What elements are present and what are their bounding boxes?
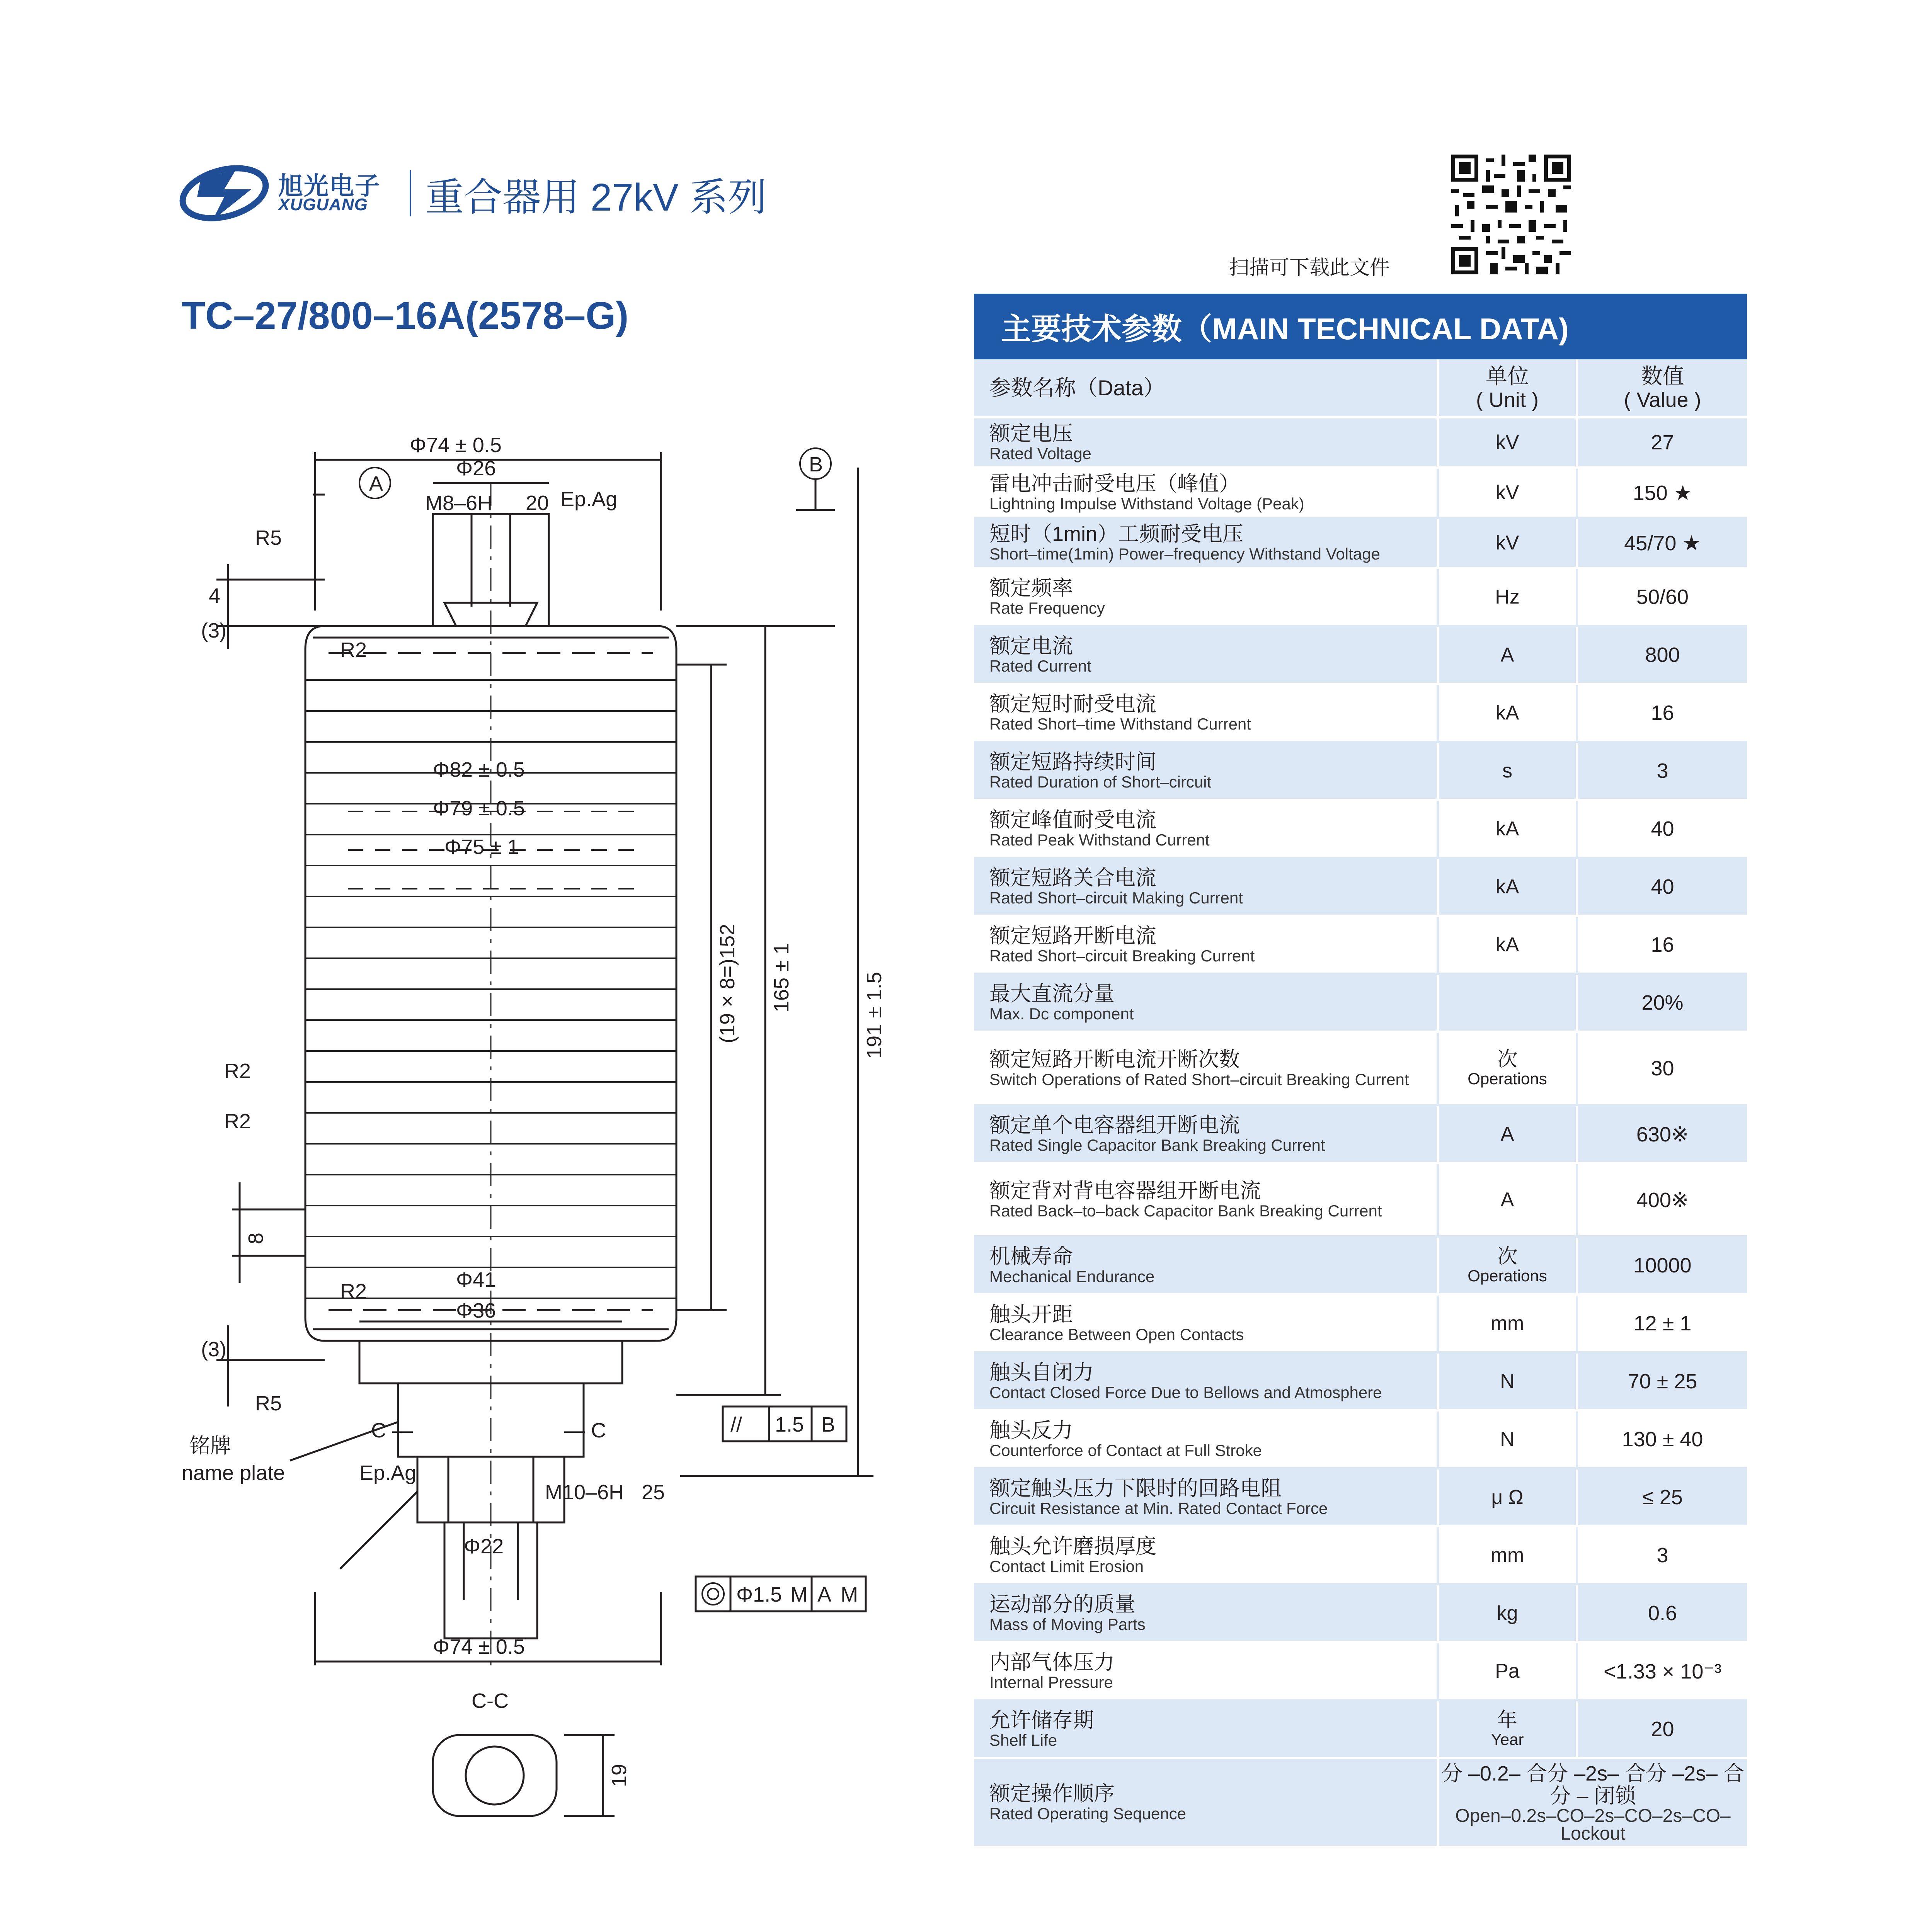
param-unit-en: Operations: [1468, 1267, 1547, 1285]
param-unit: 次: [1497, 1245, 1517, 1268]
param-value: 27: [1651, 431, 1674, 454]
qr-code: [1451, 155, 1571, 274]
param-cn: 额定电流: [989, 634, 1073, 658]
param-value: 150 ★: [1633, 481, 1692, 505]
param-value: 16: [1651, 933, 1674, 956]
param-unit: N: [1500, 1370, 1515, 1393]
radius-r2-mid2: R2: [224, 1110, 251, 1133]
main-table-row: [974, 684, 1747, 742]
dim-d82: Φ82 ± 0.5: [433, 758, 525, 781]
param-cn: 机械寿命: [989, 1245, 1073, 1268]
param-en: Rated Back–to–back Capacitor Bank Breaking Current: [989, 1202, 1382, 1220]
main-table-row: [974, 568, 1747, 626]
tolerance-value: 1.5: [775, 1413, 804, 1436]
param-en: Lightning Impulse Withstand Voltage (Peak): [989, 495, 1304, 513]
qr-caption: 扫描可下载此文件: [1229, 257, 1390, 279]
op-sequence-en: Rated Operating Sequence: [989, 1804, 1187, 1823]
dim-3-bot: (3): [201, 1338, 226, 1361]
position-ref-m: M: [841, 1583, 858, 1606]
main-table-row: [974, 1468, 1747, 1526]
param-unit: mm: [1490, 1544, 1524, 1566]
brand-logo: [178, 155, 271, 232]
param-unit: kA: [1495, 876, 1519, 898]
radius-r2-mid1: R2: [224, 1060, 251, 1083]
param-value: 630※: [1636, 1122, 1689, 1146]
param-value: 3: [1657, 1544, 1668, 1567]
radius-r2-top: R2: [340, 638, 367, 662]
param-value: 16: [1651, 701, 1674, 724]
param-cn: 额定频率: [989, 577, 1073, 600]
param-value: 20: [1651, 1718, 1674, 1741]
param-en: Contact Closed Force Due to Bellows and Atmosphere: [989, 1383, 1382, 1401]
param-en: Rated Short–circuit Making Current: [989, 889, 1243, 907]
param-cn: 额定短路持续时间: [989, 750, 1156, 774]
dim-d74-top: Φ74 ± 0.5: [410, 434, 502, 457]
main-table-row: [974, 1236, 1747, 1294]
param-value: 40: [1651, 875, 1674, 898]
interrupter-drawing-icon: [178, 417, 951, 1824]
radius-r2-bot: R2: [340, 1280, 367, 1303]
dim-4: 4: [209, 584, 221, 607]
header-divider: [410, 170, 411, 216]
param-en: Rate Frequency: [989, 599, 1105, 617]
param-en: Circuit Resistance at Min. Rated Contact Force: [989, 1499, 1328, 1517]
main-table-header: [974, 359, 1747, 417]
param-cn: 额定背对背电容器组开断电流: [989, 1179, 1261, 1202]
radius-r5-bot: R5: [255, 1392, 282, 1415]
param-unit: Hz: [1495, 586, 1520, 608]
depth-bot: 25: [642, 1481, 665, 1504]
dim-191: 191 ± 1.5: [863, 972, 886, 1059]
model-number: TC–27/800–16A(2578–G): [182, 294, 629, 337]
position-tolerance-m: M: [790, 1583, 808, 1606]
dim-3-top: (3): [201, 619, 226, 642]
param-cn: 短时（1min）工频耐受电压: [989, 522, 1244, 546]
param-value: 30: [1651, 1057, 1674, 1080]
param-unit-en: Operations: [1468, 1070, 1547, 1088]
dim-d36: Φ36: [456, 1299, 496, 1322]
main-table-row: [974, 800, 1747, 858]
section-c-right: — C: [564, 1419, 606, 1442]
param-unit: kA: [1495, 818, 1519, 840]
tolerance-ref: B: [821, 1413, 836, 1436]
datum-b: B: [809, 453, 823, 476]
param-cn: 最大直流分量: [989, 982, 1115, 1005]
param-unit: μ Ω: [1491, 1486, 1524, 1509]
nameplate-cn: 铭牌: [189, 1434, 231, 1458]
main-table-row: [974, 626, 1747, 684]
main-table-row: [974, 1526, 1747, 1584]
param-en: Rated Voltage: [989, 444, 1091, 463]
param-unit-en: Year: [1491, 1730, 1524, 1748]
param-en: Counterforce of Contact at Full Stroke: [989, 1441, 1262, 1459]
param-cn: 雷电冲击耐受电压（峰值）: [989, 472, 1240, 495]
param-en: Rated Short–circuit Breaking Current: [989, 947, 1255, 965]
brand-name-cn: 旭光电子: [278, 172, 380, 200]
dim-d79: Φ79 ± 0.5: [433, 797, 525, 820]
header-value-en: ( Value ): [1624, 388, 1701, 412]
main-table-row: [974, 742, 1747, 800]
tolerance-symbol: //: [730, 1413, 742, 1436]
main-table-row: [974, 1105, 1747, 1163]
main-table-row: [974, 1294, 1747, 1352]
param-en: Clearance Between Open Contacts: [989, 1325, 1244, 1344]
param-cn: 触头反力: [989, 1419, 1073, 1442]
main-table-title: 主要技术参数（MAIN TECHNICAL DATA): [974, 294, 1747, 359]
param-cn: 额定电压: [989, 422, 1073, 445]
param-cn: 允许储存期: [989, 1709, 1094, 1732]
param-value: 800: [1645, 643, 1680, 667]
param-value: 12 ± 1: [1633, 1312, 1692, 1335]
section-c-left: C —: [371, 1419, 413, 1442]
brand-name-en: XUGUANG: [278, 195, 368, 214]
param-unit: 年: [1497, 1709, 1517, 1731]
param-cn: 额定短路开断电流: [989, 924, 1156, 947]
param-en: Short–time(1min) Power–frequency Withstand Voltage: [989, 545, 1380, 563]
section-title: C-C: [472, 1689, 509, 1713]
param-value: 400※: [1636, 1188, 1689, 1212]
dim-d26: Φ26: [456, 457, 496, 480]
main-table-row: [974, 916, 1747, 974]
param-unit: kA: [1495, 702, 1519, 724]
main-table-row: [974, 1410, 1747, 1468]
thread-top: M8–6H: [425, 492, 493, 515]
param-unit: kV: [1495, 431, 1519, 454]
main-table-row: [974, 1352, 1747, 1410]
dim-8: 8: [244, 1232, 267, 1244]
depth-top: 20: [526, 492, 549, 515]
param-cn: 额定峰值耐受电流: [989, 808, 1156, 832]
param-value: 45/70 ★: [1624, 531, 1701, 555]
param-en: Rated Short–time Withstand Current: [989, 715, 1251, 733]
dim-d75: Φ75 ± 1: [444, 835, 519, 859]
main-technical-table: [974, 294, 1747, 1848]
param-cn: 运动部分的质量: [989, 1593, 1136, 1616]
param-value: 70 ± 25: [1628, 1370, 1697, 1393]
param-cn: 额定短路关合电流: [989, 866, 1156, 889]
param-cn: 触头自闭力: [989, 1361, 1094, 1384]
param-unit: A: [1500, 1189, 1514, 1211]
param-cn: 额定单个电容器组开断电流: [989, 1114, 1240, 1137]
param-cn: 额定短路开断电流开断次数: [989, 1048, 1240, 1071]
param-value: 3: [1657, 759, 1668, 782]
param-unit: kV: [1495, 532, 1519, 554]
param-unit: s: [1502, 760, 1512, 782]
thread-bot: M10–6H: [545, 1481, 624, 1504]
position-tolerance: Φ1.5: [736, 1583, 782, 1606]
xuguang-logo-icon: [178, 155, 271, 232]
param-value: 50/60: [1636, 585, 1689, 609]
main-table-row: [974, 858, 1747, 916]
param-unit: N: [1500, 1428, 1515, 1451]
position-ref: A: [817, 1583, 832, 1606]
main-table-row: [974, 1642, 1747, 1700]
param-value: ≤ 25: [1642, 1486, 1683, 1509]
param-unit: Pa: [1495, 1660, 1520, 1682]
param-cn: 额定短时耐受电流: [989, 692, 1156, 716]
header-value-cn: 数值: [1641, 364, 1684, 388]
main-table-row: [974, 468, 1747, 518]
param-en: Rated Duration of Short–circuit: [989, 773, 1212, 791]
header-unit-en: ( Unit ): [1476, 388, 1539, 412]
op-sequence-value-en: Open–0.2s–CO–2s–CO–2s–CO– Lockout: [1455, 1806, 1731, 1844]
dim-165: 165 ± 1: [770, 943, 793, 1012]
param-en: Rated Single Capacitor Bank Breaking Current: [989, 1136, 1325, 1154]
dim-d74-bot: Φ74 ± 0.5: [433, 1635, 525, 1658]
param-en: Contact Limit Erosion: [989, 1557, 1144, 1575]
param-cn: 内部气体压力: [989, 1651, 1115, 1674]
op-sequence-cn: 额定操作顺序: [989, 1782, 1115, 1805]
param-en: Max. Dc component: [989, 1005, 1134, 1023]
dim-d41: Φ41: [456, 1268, 496, 1291]
dim-152: (19 × 8=)152: [716, 923, 739, 1043]
main-table-row: [974, 518, 1747, 568]
param-unit: kg: [1496, 1602, 1518, 1624]
main-table-row: [974, 1032, 1747, 1105]
epag-top: Ep.Ag: [560, 488, 618, 511]
param-value: 40: [1651, 817, 1674, 840]
param-en: Mass of Moving Parts: [989, 1615, 1146, 1633]
datum-a: A: [369, 472, 383, 495]
dim-19: 19: [608, 1764, 631, 1787]
header-param: 参数名称（Data）: [989, 375, 1165, 400]
main-table-row: [974, 1163, 1747, 1236]
op-sequence-value-cn: 分 –0.2– 合分 –2s– 合分 –2s– 合分 – 闭锁: [1441, 1762, 1745, 1808]
param-en: Rated Current: [989, 657, 1091, 675]
param-en: Switch Operations of Rated Short–circuit Breaking Current: [989, 1070, 1409, 1088]
param-value: 20%: [1641, 991, 1684, 1014]
header-unit-cn: 单位: [1486, 364, 1529, 388]
param-value: 0.6: [1648, 1602, 1677, 1625]
epag-bot: Ep.Ag: [359, 1461, 417, 1485]
param-cn: 额定触头压力下限时的回路电阻: [989, 1477, 1282, 1500]
param-en: Shelf Life: [989, 1731, 1057, 1749]
op-sequence-row: [974, 1758, 1747, 1847]
param-unit: kV: [1495, 481, 1519, 504]
param-unit: kA: [1495, 934, 1519, 956]
param-en: Internal Pressure: [989, 1673, 1113, 1691]
main-table-row: [974, 417, 1747, 468]
dim-d22: Φ22: [464, 1535, 504, 1558]
main-table-row: [974, 974, 1747, 1032]
param-unit: mm: [1490, 1312, 1524, 1335]
param-unit: A: [1500, 644, 1514, 666]
series-title: 重合器用 27kV 系列: [425, 176, 767, 219]
main-table-row: [974, 1584, 1747, 1642]
param-cn: 触头开距: [989, 1303, 1073, 1326]
nameplate-en: name plate: [182, 1461, 285, 1485]
qr-code-icon: [1451, 155, 1571, 274]
radius-r5-top: R5: [255, 526, 282, 549]
param-value: 10000: [1633, 1254, 1692, 1277]
param-en: Mechanical Endurance: [989, 1267, 1155, 1286]
main-table-row: [974, 1700, 1747, 1758]
param-value: <1.33 × 10⁻³: [1604, 1660, 1721, 1683]
param-unit: 次: [1497, 1048, 1517, 1071]
param-en: Rated Peak Withstand Current: [989, 831, 1210, 849]
technical-drawing: [178, 417, 951, 1824]
param-value: 130 ± 40: [1622, 1428, 1703, 1451]
param-unit: A: [1500, 1123, 1514, 1145]
param-cn: 触头允许磨损厚度: [989, 1535, 1156, 1558]
